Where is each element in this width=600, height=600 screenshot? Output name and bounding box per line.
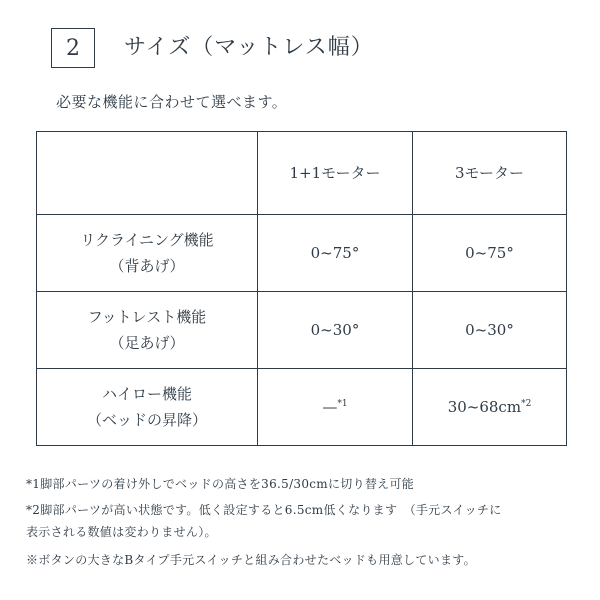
section-subtitle: 必要な機能に合わせて選べます。 — [56, 93, 288, 111]
table-row-hilow — [37, 369, 567, 446]
cell-footnote-mark: *2 — [521, 399, 532, 409]
section-number-box — [51, 28, 95, 68]
cell-reclining-3motor — [413, 215, 567, 292]
footnote-2-line1: *2脚部パーツが高い状態です。低く設定すると6.5cm低くなります （手元スイッチに — [26, 503, 502, 517]
row-label-line1: フットレスト機能 — [87, 308, 207, 326]
row-label-line1: リクライニング機能 — [80, 231, 214, 249]
header-cell-3-motor: 3モーター — [413, 132, 567, 215]
cell-value: 0~75° — [310, 244, 360, 262]
cell-footrest-3motor — [413, 292, 567, 369]
row-label-reclining — [37, 215, 258, 292]
row-label-line2: （背あげ） — [109, 257, 185, 275]
footnote-3: ※ボタンの大きなBタイプ手元スイッチと組み合わせたベッドも用意しています。 — [26, 553, 476, 567]
row-label-line2: （ベッドの昇降） — [86, 411, 207, 429]
header-cell-1plus1-motor: 1+1モーター — [258, 132, 413, 215]
cell-value: 0~30° — [465, 321, 514, 339]
cell-reclining-1plus1 — [258, 215, 413, 292]
cell-value: — — [322, 398, 338, 416]
cell-hilow-3motor — [413, 369, 567, 446]
footnote-1: *1脚部パーツの着け外しでベッドの高さを36.5/30cmに切り替え可能 — [26, 477, 415, 491]
cell-value: 0~75° — [465, 244, 514, 262]
section-title: サイズ（マットレス幅） — [124, 35, 374, 60]
row-label-line1: ハイロー機能 — [101, 385, 192, 403]
header-cell-empty — [37, 132, 258, 215]
row-label-footrest — [37, 292, 258, 369]
row-label-hilow — [37, 369, 258, 446]
spec-table — [36, 131, 567, 446]
cell-footrest-1plus1 — [258, 292, 413, 369]
cell-value: 30~68cm — [447, 398, 522, 416]
table-row-reclining — [37, 215, 567, 292]
table-row-footrest — [37, 292, 567, 369]
table-header-row — [37, 132, 567, 215]
section-number: 2 — [66, 35, 80, 61]
footnote-2-line2: 表示される数値は変わりません）。 — [26, 525, 217, 539]
cell-footnote-mark: *1 — [337, 399, 348, 409]
row-label-line2: （足あげ） — [109, 334, 185, 352]
cell-hilow-1plus1 — [258, 369, 413, 446]
cell-value: 0~30° — [310, 321, 360, 339]
